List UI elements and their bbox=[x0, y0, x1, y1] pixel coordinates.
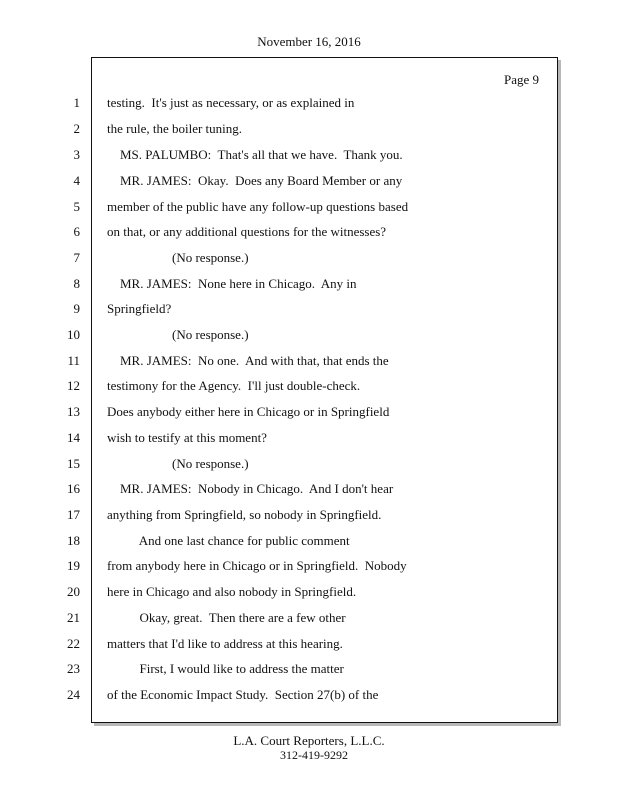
header-date: November 16, 2016 bbox=[257, 34, 361, 49]
transcript-line: of the Economic Impact Study. Section 27(b) of the bbox=[107, 687, 379, 702]
transcript-line: First, I would like to address the matter bbox=[107, 661, 344, 676]
line-number: 21 bbox=[67, 610, 80, 625]
line-number: 10 bbox=[67, 327, 80, 342]
line-number: 9 bbox=[73, 301, 80, 316]
line-number: 6 bbox=[73, 224, 80, 239]
transcript-line: MR. JAMES: Okay. Does any Board Member or any bbox=[107, 173, 403, 188]
transcript-line: anything from Springfield, so nobody in Springfield. bbox=[107, 507, 382, 522]
line-number: 15 bbox=[67, 456, 80, 471]
line-number: 11 bbox=[67, 353, 80, 368]
page-number: Page 9 bbox=[504, 72, 540, 87]
line-number: 7 bbox=[73, 250, 80, 265]
line-number: 17 bbox=[67, 507, 80, 522]
transcript-line: Does anybody either here in Chicago or in Springfield bbox=[107, 404, 390, 419]
transcript-line: Springfield? bbox=[107, 301, 172, 316]
transcript-line: on that, or any additional questions for the witnesses? bbox=[107, 224, 387, 239]
transcript-line: matters that I'd like to address at this hearing. bbox=[107, 636, 343, 651]
line-number: 5 bbox=[73, 199, 80, 214]
transcript-line: testing. It's just as necessary, or as explained in bbox=[107, 95, 355, 110]
line-number: 12 bbox=[67, 378, 80, 393]
transcript-line: MS. PALUMBO: That's all that we have. Thank you. bbox=[107, 147, 403, 162]
line-number: 2 bbox=[73, 121, 80, 136]
line-number: 3 bbox=[73, 147, 80, 162]
footer-phone: 312-419-9292 bbox=[280, 748, 348, 762]
line-number: 18 bbox=[67, 533, 80, 548]
transcript-line: here in Chicago and also nobody in Springfield. bbox=[107, 584, 357, 599]
line-number: 14 bbox=[67, 430, 80, 445]
transcript-line: MR. JAMES: Nobody in Chicago. And I don't hear bbox=[107, 481, 394, 496]
transcript-line: from anybody here in Chicago or in Springfield. Nobody bbox=[107, 558, 407, 573]
line-number: 19 bbox=[67, 558, 80, 573]
footer-company: L.A. Court Reporters, L.L.C. bbox=[233, 733, 385, 748]
transcript-line: MR. JAMES: No one. And with that, that ends the bbox=[107, 353, 389, 368]
transcript-line: Okay, great. Then there are a few other bbox=[107, 610, 346, 625]
line-number: 1 bbox=[73, 95, 80, 110]
line-number: 4 bbox=[73, 173, 80, 188]
line-number: 13 bbox=[67, 404, 80, 419]
transcript-line: wish to testify at this moment? bbox=[107, 430, 267, 445]
transcript-line: And one last chance for public comment bbox=[107, 533, 350, 548]
transcript-line: testimony for the Agency. I'll just double-check. bbox=[107, 378, 361, 393]
line-number: 24 bbox=[67, 687, 80, 702]
line-number: 16 bbox=[67, 481, 80, 496]
line-number: 8 bbox=[73, 276, 80, 291]
transcript-line: MR. JAMES: None here in Chicago. Any in bbox=[107, 276, 357, 291]
transcript-line: member of the public have any follow-up questions based bbox=[107, 199, 409, 214]
transcript-line: (No response.) bbox=[107, 250, 249, 265]
transcript-line: (No response.) bbox=[107, 456, 249, 471]
line-number: 23 bbox=[67, 661, 80, 676]
transcript-line: the rule, the boiler tuning. bbox=[107, 121, 243, 136]
transcript-line: (No response.) bbox=[107, 327, 249, 342]
line-number: 20 bbox=[67, 584, 80, 599]
line-number: 22 bbox=[67, 636, 80, 651]
